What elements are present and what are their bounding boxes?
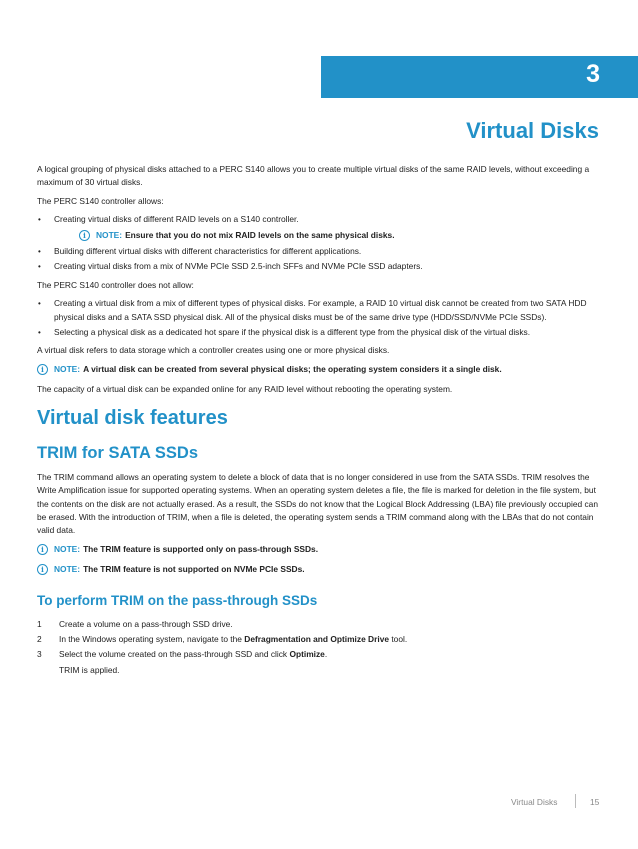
chapter-banner — [321, 56, 638, 98]
trim-paragraph: The TRIM command allows an operating system to delete a block of data that is no longer considered in use from the SATA SSDs. TRIM resolves the Write Amplification issue for supported operating systems. When an operating system deletes a file, the file is marked for deletion in the file system, but the contents on the disk are not actually erased. As a result, the SSDs do not know that the Logical Block Addressing (LBA) file previously occupied can be erased. With the introduction of TRIM, when a file is deleted, the operating system sends a TRIM command along with the LBAs that do not contain valid data. — [37, 471, 598, 536]
note-label: NOTE: — [54, 564, 81, 575]
virtual-disk-definition: A virtual disk refers to data storage which a controller creates using one or more physical disks. — [37, 345, 390, 356]
list-item: • Selecting a physical disk as a dedicated hot spare if the physical disk is a different type from the physical disk of the virtual disks. — [37, 326, 602, 339]
info-icon: i — [37, 364, 48, 375]
note-label: NOTE: — [54, 543, 81, 554]
note-trim-nvme — [37, 563, 602, 576]
list-item: • Building different virtual disks with different characteristics for different applications. — [37, 245, 602, 258]
disallows-list — [37, 297, 602, 339]
note-single-disk — [37, 363, 602, 376]
list-item: • Creating virtual disks of different RAID levels on a S140 controller. i NOTE: Ensure that you do not mix RAID levels on the same physical disks. — [37, 213, 602, 242]
procedure-steps — [37, 618, 602, 662]
allows-heading: The PERC S140 controller allows: — [37, 195, 164, 206]
list-item: • Creating virtual disks from a mix of NVMe PCIe SSD 2.5-inch SFFs and NVMe PCIe SSD adapters. — [37, 260, 602, 273]
capacity-paragraph: The capacity of a virtual disk can be expanded online for any RAID level without rebooting the operating system. — [37, 384, 453, 395]
features-heading: Virtual disk features — [37, 406, 228, 429]
note-text: Ensure that you do not mix RAID levels on the same physical disks. — [125, 229, 395, 240]
disallows-heading: The PERC S140 controller does not allow: — [37, 279, 194, 290]
ui-term: Optimize — [289, 649, 325, 660]
info-icon: i — [79, 230, 90, 241]
chapter-title: Virtual Disks — [466, 118, 599, 143]
info-icon: i — [37, 564, 48, 575]
chapter-number: 3 — [586, 60, 600, 88]
step-result: TRIM is applied. — [59, 664, 120, 675]
note-mix-raid — [79, 229, 602, 242]
info-icon: i — [37, 544, 48, 555]
allows-list — [37, 213, 602, 274]
footer-section-label: Virtual Disks — [511, 797, 558, 807]
main-content — [37, 163, 602, 677]
note-text: A virtual disk can be created from several physical disks; the operating system considers it a single disk. — [83, 363, 502, 374]
page-number: 15 — [590, 797, 600, 807]
note-label: NOTE: — [96, 229, 123, 240]
note-text: The TRIM feature is not supported on NVMe PCIe SSDs. — [83, 564, 305, 575]
procedure-heading: To perform TRIM on the pass-through SSDs — [37, 592, 318, 608]
list-item: • Creating a virtual disk from a mix of different types of physical disks. For example, a RAID 10 virtual disk cannot be created from two SATA HDD physical disks and a SATA SSD physical disk. All of the physical disks must be of the same drive type (HDD/SSD/NVMe PCIe SSDs). — [37, 297, 602, 324]
step-item: 2 In the Windows operating system, navigate to the Defragmentation and Optimize Drive tool. — [37, 633, 408, 644]
intro-paragraph: A logical grouping of physical disks attached to a PERC S140 allows you to create multiple virtual disks of the same RAID levels, without exceeding a maximum of 30 virtual disks. — [37, 164, 590, 188]
note-trim-pass-through — [37, 543, 602, 556]
step-item: 1 Create a volume on a pass-through SSD drive. — [37, 618, 233, 629]
note-label: NOTE: — [54, 363, 81, 374]
step-item: 3 Select the volume created on the pass-through SSD and click Optimize. — [37, 649, 328, 660]
footer-divider — [575, 794, 576, 808]
trim-heading: TRIM for SATA SSDs — [37, 443, 199, 462]
note-text: The TRIM feature is supported only on pass-through SSDs. — [83, 543, 319, 554]
ui-term: Defragmentation and Optimize Drive — [244, 633, 390, 644]
